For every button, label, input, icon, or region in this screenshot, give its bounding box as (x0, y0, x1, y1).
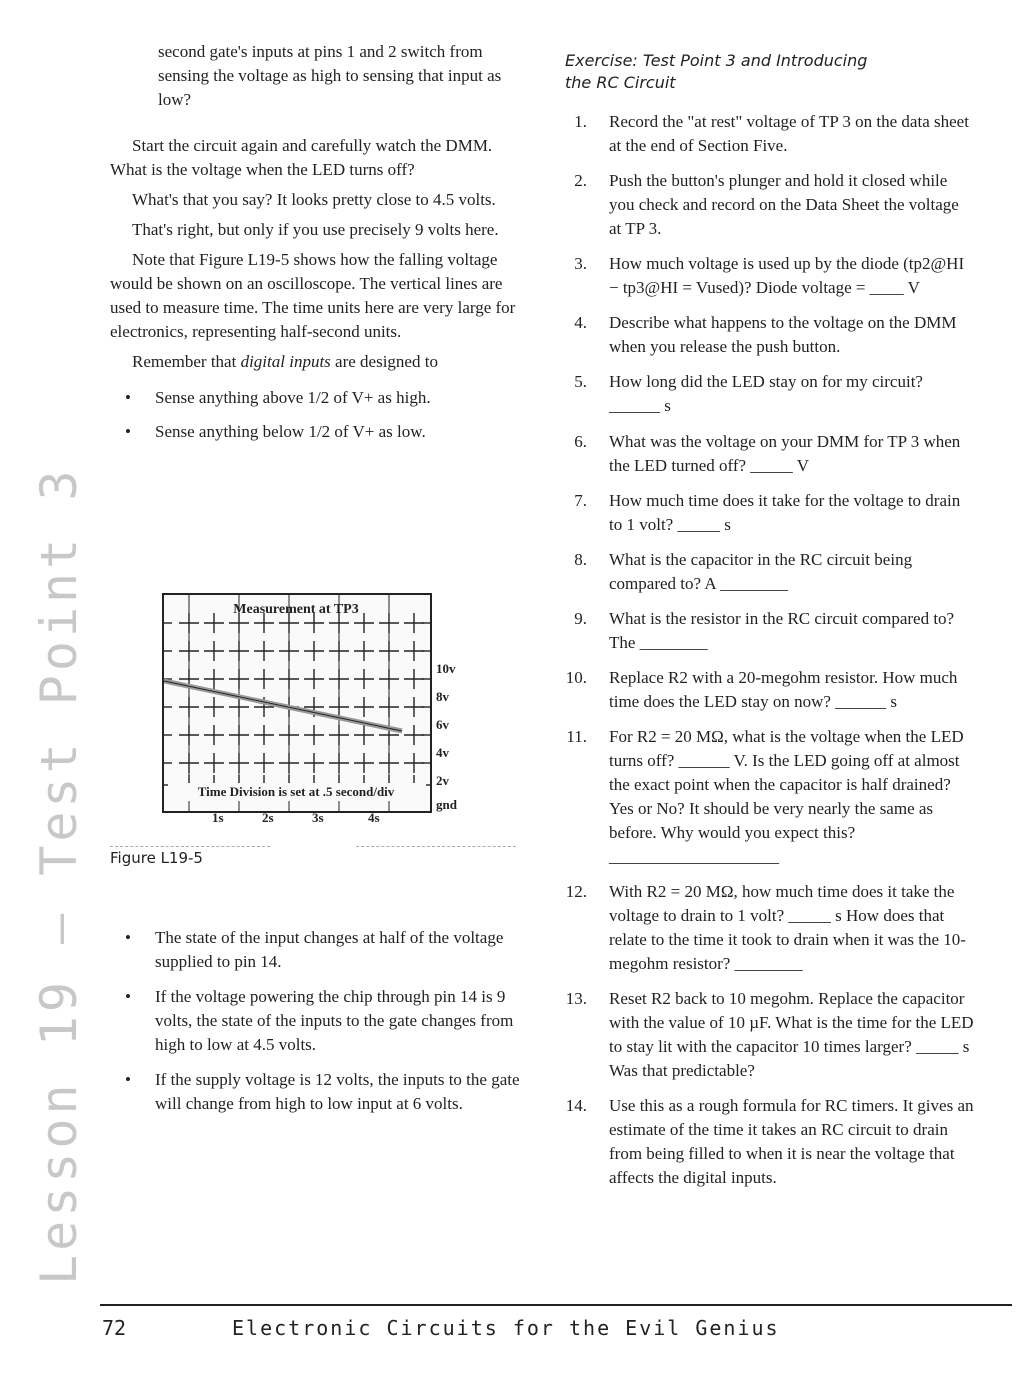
y-label-4v: 4v (436, 745, 449, 760)
question-number: 13. (565, 989, 587, 1008)
question-item (565, 880, 975, 976)
oscilloscope-figure (162, 593, 432, 813)
figure-divider-left (110, 846, 270, 847)
question-number: 11. (566, 727, 587, 746)
question-text: With R2 = 20 MΩ, how much time does it take the voltage to drain to 1 volt? _____ s How does that relate to the time it took to drain when it was the 10-megohm resistor? ________ (609, 882, 966, 973)
question-text: How much voltage is used up by the diode (tp2@HI − tp3@HI = Vused)? Diode voltage = ____ V (609, 254, 965, 297)
figure-caption: Figure L19-5 (110, 849, 203, 867)
x-label-1s: 1s (212, 810, 224, 825)
question-item (565, 311, 975, 359)
question-item (565, 489, 975, 537)
oscilloscope-graph (164, 595, 430, 811)
question-text: Describe what happens to the voltage on the DMM when you release the push button. (609, 313, 957, 356)
bullet-below-half: • Sense anything below 1/2 of V+ as low. (110, 420, 520, 444)
bullet-12-volts: • If the supply voltage is 12 volts, the inputs to the gate will change from high to low input at 6 volts. (110, 1068, 520, 1116)
digital-inputs-pre: Remember that (132, 352, 241, 371)
x-label-2s: 2s (262, 810, 274, 825)
question-item (565, 987, 975, 1083)
footer-rule (100, 1304, 1012, 1306)
digital-inputs-emphasis: digital inputs (240, 352, 331, 371)
question-item (565, 430, 975, 478)
question-number: 3. (574, 254, 587, 273)
question-text: How long did the LED stay on for my circuit? ______ s (609, 372, 923, 415)
paragraph-continued: second gate's inputs at pins 1 and 2 switch from sensing the voltage as high to sensing that input as low? (158, 42, 502, 109)
question-list (565, 110, 975, 1190)
question-text: Replace R2 with a 20-megohm resistor. How much time does the LED stay on now? ______ s (609, 668, 958, 711)
paragraph-digital-inputs (110, 350, 520, 374)
figure-title: Measurement at TP3 (233, 602, 359, 617)
paragraph-start-circuit: Start the circuit again and carefully watch the DMM. What is the voltage when the LED turns off? (110, 136, 493, 179)
question-item (565, 666, 975, 714)
paragraph-close-to-4-5: What's that you say? It looks pretty close to 4.5 volts. (132, 190, 496, 209)
question-text: What is the capacitor in the RC circuit being compared to? A ________ (609, 550, 913, 593)
paragraph-precisely-9-volts: That's right, but only if you use precisely 9 volts here. (132, 220, 499, 239)
question-text: Use this as a rough formula for RC timers. It gives an estimate of the time it takes an RC circuit to drain from being filled to when it is near the voltage that affects the digital inputs. (609, 1096, 974, 1187)
time-division-label: Time Division is set at .5 second/div (197, 784, 395, 799)
question-text: How much time does it take for the voltage to drain to 1 volt? _____ s (609, 491, 961, 534)
bullet-above-half: • Sense anything above 1/2 of V+ as high. (110, 386, 520, 410)
right-column (565, 50, 975, 1201)
question-text: What is the resistor in the RC circuit compared to? The ________ (609, 609, 955, 652)
side-lesson-label: Lesson 19 — Test Point 3 (30, 466, 88, 1285)
figure-divider-right (356, 846, 516, 847)
question-text: Record the "at rest" voltage of TP 3 on the data sheet at the end of Section Five. (609, 112, 969, 155)
question-number: 1. (574, 112, 587, 131)
x-label-3s: 3s (312, 810, 324, 825)
question-number: 10. (565, 668, 587, 687)
question-number: 4. (574, 313, 587, 332)
question-item (565, 370, 975, 418)
question-item (565, 110, 975, 158)
left-column-lower (110, 926, 520, 1116)
question-text: Reset R2 back to 10 megohm. Replace the capacitor with the value of 10 µF. What is the time for the LED to stay lit with the capacitor 10 times larger? _____ s Was that predictable? (609, 989, 974, 1080)
book-title: Electronic Circuits for the Evil Genius (232, 1316, 780, 1340)
y-label-gnd: gnd (436, 797, 457, 812)
digital-inputs-post: are designed to (330, 352, 438, 371)
question-number: 7. (574, 491, 587, 510)
voltage-decay-trace-edge (164, 681, 402, 731)
question-item (565, 548, 975, 596)
question-text: Push the button's plunger and hold it closed while you check and record on the Data Sheet the voltage at TP 3. (609, 171, 959, 238)
question-number: 6. (574, 432, 587, 451)
question-number: 5. (574, 372, 587, 391)
y-label-6v: 6v (436, 717, 449, 732)
question-number: 12. (565, 882, 587, 901)
question-item (565, 725, 975, 869)
question-number: 8. (574, 550, 587, 569)
y-label-10v: 10v (436, 661, 456, 676)
question-text: For R2 = 20 MΩ, what is the voltage when the LED turns off? ______ V. Is the LED going off at almost the exact point when the capacitor is half drained? Yes or No? It should be very nearly the same as before. Why would you expect this? ____________________ (609, 727, 964, 866)
question-number: 14. (565, 1096, 587, 1115)
bullet-9-volts: • If the voltage powering the chip through pin 14 is 9 volts, the state of the inputs to the gate changes from high to low at 4.5 volts. (110, 985, 520, 1057)
paragraph-oscilloscope-note: Note that Figure L19-5 shows how the falling voltage would be shown on an oscilloscope. The vertical lines are used to measure time. The time units here are very large for electronics, representing half-second units. (110, 250, 516, 341)
y-label-2v: 2v (436, 773, 449, 788)
question-item (565, 1094, 975, 1190)
x-label-4s: 4s (368, 810, 380, 825)
question-item (565, 607, 975, 655)
question-text: What was the voltage on your DMM for TP 3 when the LED turned off? _____ V (609, 432, 961, 475)
question-number: 2. (574, 171, 587, 190)
bullet-state-changes: • The state of the input changes at half of the voltage supplied to pin 14. (110, 926, 520, 974)
question-item (565, 169, 975, 241)
left-column (110, 40, 520, 444)
question-number: 9. (574, 609, 587, 628)
exercise-title: Exercise: Test Point 3 and Introducing the RC Circuit (565, 51, 868, 92)
y-label-8v: 8v (436, 689, 449, 704)
page-number: 72 (102, 1316, 127, 1340)
question-item (565, 252, 975, 300)
